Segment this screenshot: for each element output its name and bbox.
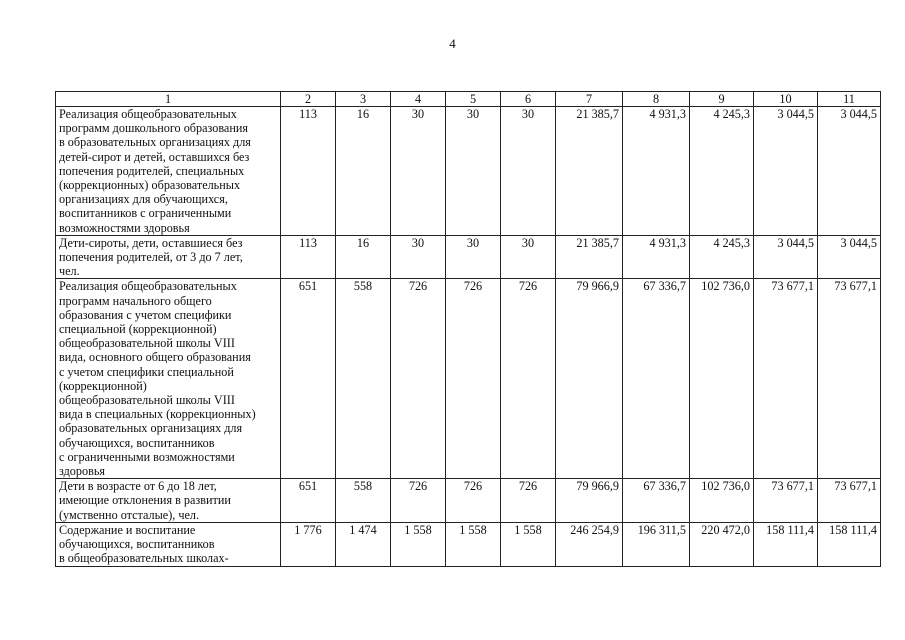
- cell-value: 67 336,7: [623, 279, 690, 479]
- cell-value: 158 111,4: [818, 522, 881, 566]
- cell-value: 1 558: [501, 522, 556, 566]
- cell-value: 21 385,7: [556, 235, 623, 279]
- cell-value: 102 736,0: [690, 479, 754, 523]
- cell-value: 1 776: [281, 522, 336, 566]
- row-name: Содержание и воспитание обучающихся, воспитанников в общеобразовательных школах-: [56, 522, 281, 566]
- cell-value: 726: [501, 279, 556, 479]
- cell-value: 30: [446, 235, 501, 279]
- cell-value: 73 677,1: [818, 279, 881, 479]
- cell-value: 21 385,7: [556, 107, 623, 236]
- cell-value: 158 111,4: [754, 522, 818, 566]
- cell-value: 4 931,3: [623, 235, 690, 279]
- row-name: Реализация общеобразовательных программ дошкольного образования в образовательных организациях для детей-сирот и детей, оставшихся без попечения родителей, специальных (коррекционных) образовательных организациях для обучающихся, воспитанников с ограниченными возможностями здоровья: [56, 107, 281, 236]
- cell-value: 113: [281, 107, 336, 236]
- column-header: 6: [501, 92, 556, 107]
- cell-value: 558: [336, 279, 391, 479]
- cell-value: 4 931,3: [623, 107, 690, 236]
- cell-value: 73 677,1: [818, 479, 881, 523]
- cell-value: 651: [281, 279, 336, 479]
- page-number: 4: [449, 36, 456, 51]
- column-header: 9: [690, 92, 754, 107]
- cell-value: 726: [391, 479, 446, 523]
- cell-value: 3 044,5: [754, 107, 818, 236]
- cell-value: 726: [391, 279, 446, 479]
- column-header: 4: [391, 92, 446, 107]
- cell-value: 113: [281, 235, 336, 279]
- column-header: 2: [281, 92, 336, 107]
- cell-value: 73 677,1: [754, 279, 818, 479]
- column-header: 8: [623, 92, 690, 107]
- cell-value: 30: [391, 107, 446, 236]
- row-name: Дети в возрасте от 6 до 18 лет, имеющие отклонения в развитии (умственно отсталые), чел.: [56, 479, 281, 523]
- row-name: Дети-сироты, дети, оставшиеся без попечения родителей, от 3 до 7 лет, чел.: [56, 235, 281, 279]
- cell-value: 726: [446, 279, 501, 479]
- table-row: [56, 107, 881, 236]
- cell-value: 558: [336, 479, 391, 523]
- cell-value: 220 472,0: [690, 522, 754, 566]
- cell-value: 30: [501, 107, 556, 236]
- cell-value: 1 474: [336, 522, 391, 566]
- cell-value: 246 254,9: [556, 522, 623, 566]
- cell-value: 67 336,7: [623, 479, 690, 523]
- cell-value: 102 736,0: [690, 279, 754, 479]
- cell-value: 79 966,9: [556, 479, 623, 523]
- cell-value: 196 311,5: [623, 522, 690, 566]
- column-number-row: [56, 92, 881, 107]
- cell-value: 3 044,5: [818, 107, 881, 236]
- cell-value: 30: [391, 235, 446, 279]
- cell-value: 16: [336, 107, 391, 236]
- cell-value: 4 245,3: [690, 235, 754, 279]
- cell-value: 1 558: [446, 522, 501, 566]
- table-row: [56, 522, 881, 566]
- budget-table: [55, 91, 881, 567]
- row-name: Реализация общеобразовательных программ начального общего образования с учетом специфики специальной (коррекционной) общеобразовательной школы VIII вида, основного общего образования с учетом специфики специальной (коррекционной) общеобразовательной школы VIII вида в специальных (коррекционных) образовательных организациях для обучающихся, воспитанников с ограниченными возможностями здоровья: [56, 279, 281, 479]
- cell-value: 79 966,9: [556, 279, 623, 479]
- column-header: 7: [556, 92, 623, 107]
- cell-value: 73 677,1: [754, 479, 818, 523]
- column-header: 5: [446, 92, 501, 107]
- cell-value: 3 044,5: [754, 235, 818, 279]
- cell-value: 30: [446, 107, 501, 236]
- cell-value: 726: [501, 479, 556, 523]
- column-header: 10: [754, 92, 818, 107]
- cell-value: 726: [446, 479, 501, 523]
- cell-value: 16: [336, 235, 391, 279]
- cell-value: 30: [501, 235, 556, 279]
- table-row: [56, 279, 881, 479]
- table-row: [56, 479, 881, 523]
- cell-value: 4 245,3: [690, 107, 754, 236]
- column-header: 11: [818, 92, 881, 107]
- table-row: [56, 235, 881, 279]
- column-header: 3: [336, 92, 391, 107]
- column-header: 1: [56, 92, 281, 107]
- cell-value: 3 044,5: [818, 235, 881, 279]
- cell-value: 651: [281, 479, 336, 523]
- cell-value: 1 558: [391, 522, 446, 566]
